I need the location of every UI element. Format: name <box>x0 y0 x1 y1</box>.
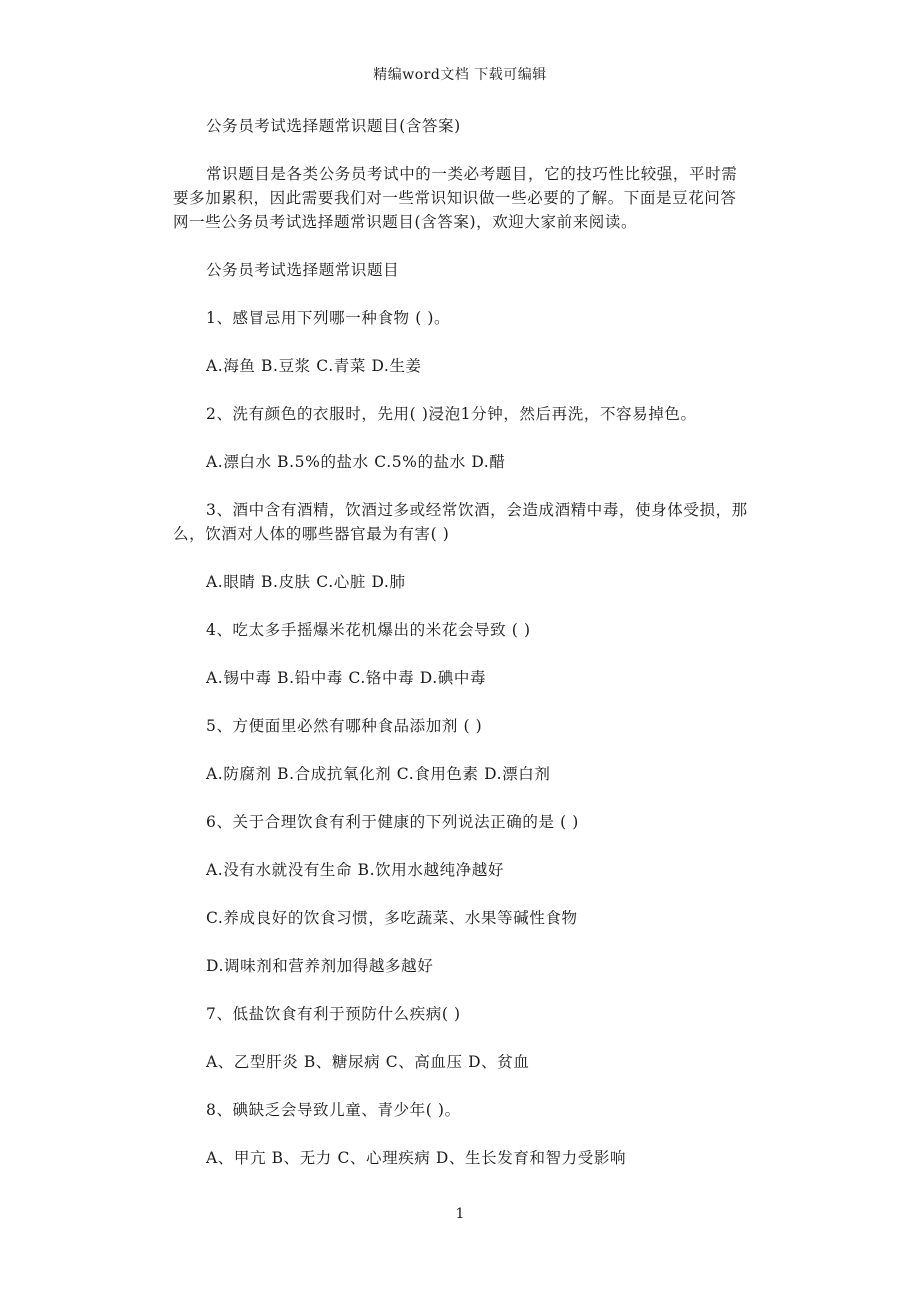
question-3: 3、酒中含有酒精，饮酒过多或经常饮酒，会造成酒精中毒，使身体受损，那么，饮酒对人体的哪些器官最为有害( ) <box>173 501 748 543</box>
options-6-c: C.养成良好的饮食习惯，多吃蔬菜、水果等碱性食物 <box>206 909 578 927</box>
question-7: 7、低盐饮食有利于预防什么疾病( ) <box>206 1005 461 1023</box>
document-body <box>173 114 748 1170</box>
question-5: 5、方便面里必然有哪种食品添加剂 ( ) <box>206 717 483 735</box>
document-title: 公务员考试选择题常识题目(含答案) <box>206 117 461 135</box>
options-8: A、甲亢 B、无力 C、心理疾病 D、生长发育和智力受影响 <box>206 1149 627 1167</box>
options-3: A.眼睛 B.皮肤 C.心脏 D.肺 <box>206 573 406 591</box>
question-4: 4、吃太多手摇爆米花机爆出的米花会导致 ( ) <box>206 621 531 639</box>
options-6-d: D.调味剂和营养剂加得越多越好 <box>206 957 434 975</box>
intro-paragraph: 常识题目是各类公务员考试中的一类必考题目，它的技巧性比较强，平时需要多加累积，因此需要我们对一些常识知识做一些必要的了解。下面是豆花问答网一些公务员考试选择题常识题目(含答案)，欢迎大家前来阅读。 <box>173 165 738 231</box>
question-6: 6、关于合理饮食有利于健康的下列说法正确的是 ( ) <box>206 813 579 831</box>
options-7: A、乙型肝炎 B、糖尿病 C、高血压 D、贫血 <box>206 1053 530 1071</box>
options-5: A.防腐剂 B.合成抗氧化剂 C.食用色素 D.漂白剂 <box>206 765 551 783</box>
options-1: A.海鱼 B.豆浆 C.青菜 D.生姜 <box>206 357 422 375</box>
page-number: 1 <box>455 1206 465 1222</box>
question-1: 1、感冒忌用下列哪一种食物 ( )。 <box>206 309 451 327</box>
options-6-ab: A.没有水就没有生命 B.饮用水越纯净越好 <box>206 861 504 879</box>
question-8: 8、碘缺乏会导致儿童、青少年( )。 <box>206 1101 461 1119</box>
options-2: A.漂白水 B.5%的盐水 C.5%的盐水 D.醋 <box>206 453 506 471</box>
page-header: 精编word文档 下载可编辑 <box>373 67 547 83</box>
options-4: A.锡中毒 B.铅中毒 C.铬中毒 D.碘中毒 <box>206 669 487 687</box>
question-2: 2、洗有颜色的衣服时，先用( )浸泡1分钟，然后再洗，不容易掉色。 <box>206 405 697 423</box>
section-title: 公务员考试选择题常识题目 <box>206 261 400 279</box>
